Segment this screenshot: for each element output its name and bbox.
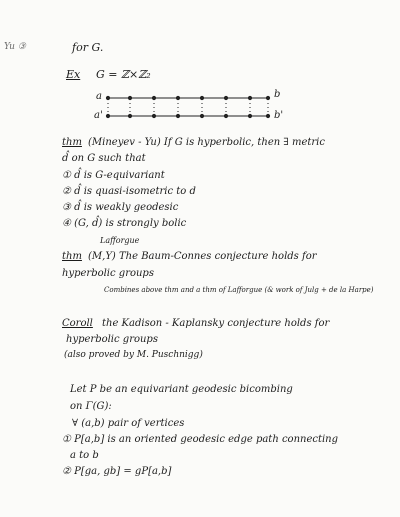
- corollary-label: Coroll: [62, 318, 93, 329]
- example-formula: G = ℤ×ℤ₂: [96, 68, 151, 81]
- vertex-a: a: [96, 91, 102, 102]
- ladder-graph: [92, 86, 322, 126]
- final-item2: ② P[ga, gb] = gP[a,b]: [62, 466, 172, 477]
- margin-note: Yu ③: [4, 42, 26, 52]
- theorem1-label: thm: [62, 137, 82, 148]
- final-line3: ∀ (a,b) pair of vertices: [72, 418, 185, 429]
- corollary-text: the Kadison - Kaplansky conjecture holds for: [102, 318, 330, 329]
- theorem1-item: ④ (G, d̂) is strongly bolic: [62, 218, 187, 229]
- theorem1-line2: d̂ on G such that: [62, 153, 146, 164]
- corollary-line2: hyperbolic groups: [66, 334, 158, 345]
- theorem1-item: ① d̂ is G-equivariant: [62, 170, 165, 181]
- ladder-diagram: [92, 86, 322, 130]
- example-label: Ex: [66, 68, 81, 81]
- theorem1-item: ② d̂ is quasi-isometric to d: [62, 186, 196, 197]
- final-item1-cont: a to b: [70, 450, 99, 461]
- final-line1: Let P be an equivariant geodesic bicombing: [70, 384, 293, 395]
- header-line: for G.: [72, 41, 104, 54]
- theorem2-text: (M,Y) The Baum-Connes conjecture holds for: [88, 251, 317, 262]
- theorem2-line3: Combines above thm and a thm of Lafforgue (& work of Julg + de la Harpe): [104, 286, 374, 294]
- vertex-b: b: [274, 89, 281, 100]
- vertex-b-prime: b': [274, 110, 284, 121]
- vertex-a-prime: a': [94, 110, 103, 121]
- theorem1-item: ③ d̂ is weakly geodesic: [62, 202, 179, 213]
- corollary-line3: (also proved by M. Puschnigg): [64, 350, 203, 360]
- final-item1: ① P[a,b] is an oriented geodesic edge path connecting: [62, 434, 339, 445]
- theorem2-label: thm: [62, 251, 82, 262]
- theorem1-footnote: Lafforgue: [100, 236, 140, 245]
- final-line2: on Γ(G):: [70, 401, 112, 412]
- theorem2-line2: hyperbolic groups: [62, 268, 154, 279]
- theorem1-text: (Mineyev - Yu) If G is hyperbolic, then ∃ metric: [88, 137, 325, 148]
